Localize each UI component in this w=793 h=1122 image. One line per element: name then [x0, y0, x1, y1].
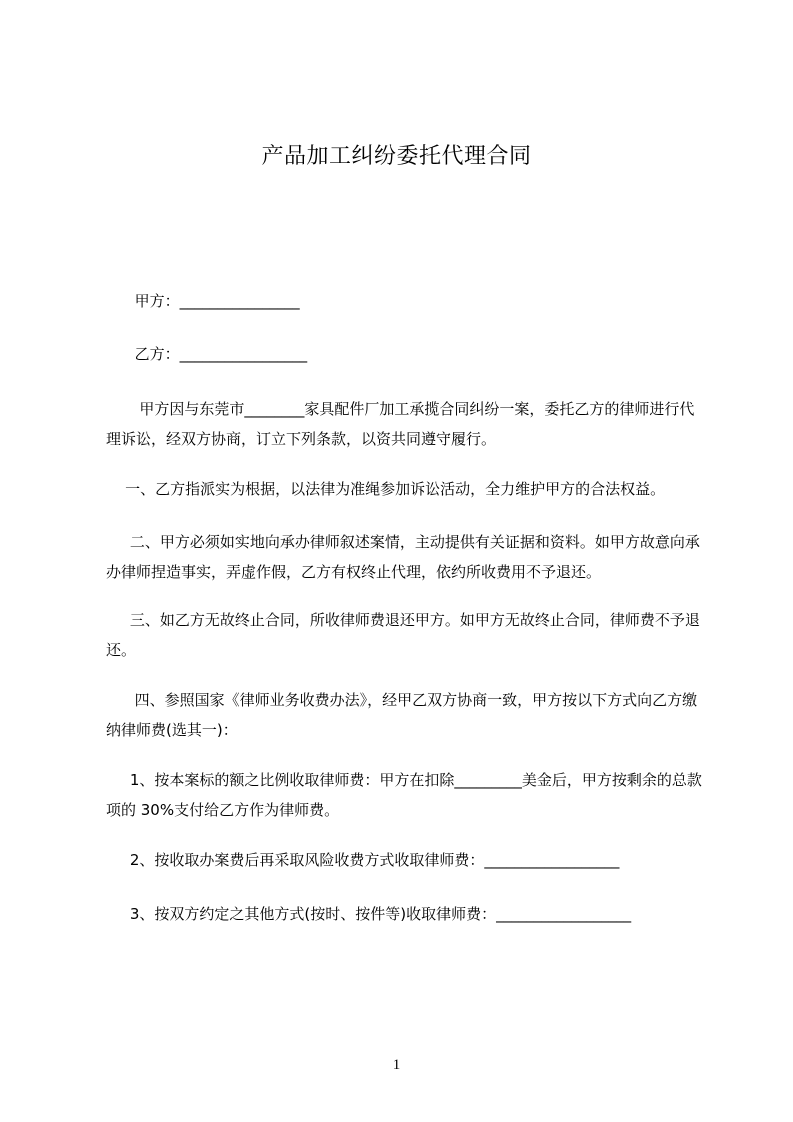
clause-1-paragraph: 一、乙方指派实为根据，以法律为准绳参加诉讼活动，全力维护甲方的合法权益。 — [106, 480, 666, 498]
clause-2-paragraph: 二、甲方必须如实地向承办律师叙述案情，主动提供有关证据和资料。如甲方故意向承办律师捏造事实，弄虚作假，乙方有权终止代理，依约所收费用不予退还。 — [106, 533, 700, 581]
fee-option-2-paragraph: 2、按收取办案费后再采取风险收费方式收取律师费：__________________ — [106, 851, 620, 869]
fee-option-1-paragraph: 1、按本案标的额之比例收取律师费：甲方在扣除_________美金后，甲方按剩余的总款项的 30%支付给乙方作为律师费。 — [106, 771, 702, 819]
page-title: 产品加工纠纷委托代理合同 — [261, 144, 532, 169]
page-number: 1 — [392, 1057, 401, 1073]
fee-option-3-paragraph: 3、按双方约定之其他方式(按时、按件等)收取律师费：__________________ — [106, 905, 632, 923]
party-b-line: 乙方：_________________ — [106, 345, 308, 363]
clause-3-paragraph: 三、如乙方无故终止合同，所收律师费退还甲方。如甲方无故终止合同，律师费不予退还。 — [106, 611, 700, 659]
clause-4-paragraph: 四、参照国家《律师业务收费办法》，经甲乙双方协商一致，甲方按以下方式向乙方缴纳律师费(选其一)： — [106, 691, 698, 739]
party-a-line: 甲方：________________ — [106, 292, 300, 310]
intro-paragraph: 甲方因与东莞市________家具配件厂加工承揽合同纠纷一案，委托乙方的律师进行代理诉讼，经双方协商，订立下列条款，以资共同遵守履行。 — [106, 400, 695, 448]
